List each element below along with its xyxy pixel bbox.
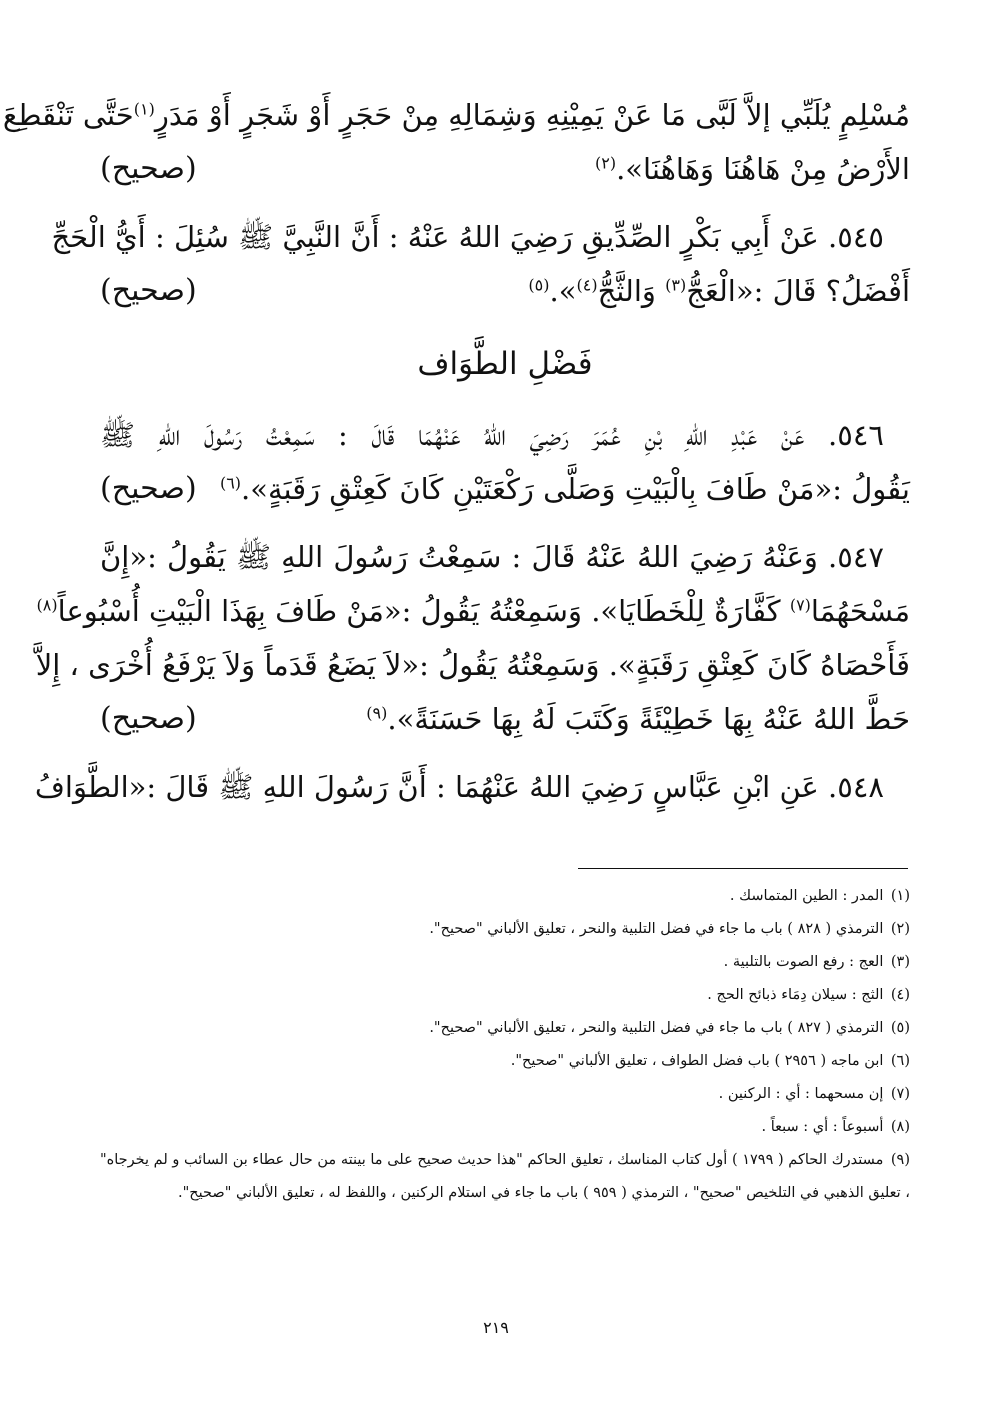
- main-text: [2, 88, 910, 814]
- text-line: [100, 692, 910, 746]
- line-text: ٥٤٦. عَنْ عَبْدِ اللهِ بْنِ عُمَرَ رَضِيَ اللهُ عَنْهُمَا قَالَ : سَمِعْتُ رَسُولَ اللهِ ﷺ: [100, 418, 884, 452]
- text-line: [51, 210, 910, 264]
- text-line: [34, 760, 910, 814]
- footnote-8: [100, 1111, 910, 1144]
- footnotes: [100, 880, 910, 1210]
- footnote-marker[interactable]: (٧): [789, 595, 811, 615]
- text-line: [100, 408, 910, 462]
- footnote-text: ابن ماجه ( ٢٩٥٦ ) باب فضل الطواف ، تعليق الألباني "صحيح".: [510, 1053, 884, 1069]
- section-heading: فَضْلِ الطَّوَاف: [417, 346, 593, 382]
- footnote-4: [100, 979, 910, 1012]
- line-text: ».: [549, 274, 577, 308]
- line-text: وَالثَّجُّ: [597, 274, 666, 308]
- line-text: ٥٤٥. عَنْ أَبِي بَكْرٍ الصِّدِّيقِ رَضِيَ اللهُ عَنْهُ : أَنَّ النَّبِيَّ ﷺ سُئِلَ : أَيُّ الْحَجِّ: [51, 220, 884, 254]
- text-line: [35, 638, 910, 692]
- page-number: ٢١٩: [483, 1318, 509, 1337]
- text-line: [2, 88, 910, 142]
- footnote-marker[interactable]: (٩): [366, 703, 388, 723]
- footnote-text: إن مسحهما : أي : الركنين .: [718, 1086, 884, 1102]
- footnote-marker[interactable]: (٢): [594, 153, 617, 173]
- footnote-text: مستدرك الحاكم ( ١٧٩٩ ) أول كتاب المناسك ، تعليق الحاكم "هذا حديث صحيح على ما بينته من حال عطاء بن السائب و لم يخرجاه" ، تعليق الذهبي في التلخيص "صحيح" ، الترمذي ( ٩٥٩ ) باب ما جاء في استلام الركنين ، واللفظ له ، تعليق الألباني "صحيح".: [100, 1152, 910, 1201]
- grade-label: (صحيح): [100, 151, 197, 186]
- footnote-number: (٤): [890, 987, 910, 1003]
- footnote-separator: [578, 868, 908, 869]
- grade-label: (صحيح): [100, 273, 197, 308]
- line-text: حَتَّى تَنْقَطِعَ: [2, 98, 134, 132]
- footnote-number: (٧): [890, 1086, 910, 1102]
- text-line: [100, 142, 910, 196]
- hadith-548: [34, 760, 910, 814]
- footnote-marker[interactable]: (١): [133, 99, 155, 119]
- text-line: [100, 462, 910, 516]
- footnote-number: (١): [890, 888, 910, 904]
- footnote-5: [100, 1012, 910, 1045]
- line-text: ٥٤٧. وَعَنْهُ رَضِيَ اللهُ عَنْهُ قَالَ : سَمِعْتُ رَسُولَ اللهِ ﷺ يَقُولُ :«إِنَّ: [100, 540, 884, 574]
- line-text: مَسْحَهُمَا: [810, 594, 910, 628]
- footnote-text: الثج : سيلان دِمَاء ذبائح الحج .: [707, 987, 884, 1003]
- footnote-3: [100, 946, 910, 979]
- footnote-number: (٢): [890, 921, 910, 937]
- footnote-9: [100, 1144, 910, 1210]
- footnote-marker[interactable]: (٣): [665, 275, 687, 295]
- footnote-number: (٦): [890, 1053, 910, 1069]
- text-line: [100, 264, 910, 318]
- grade-label: (صحيح): [100, 471, 197, 506]
- line-text: ٥٤٨. عَنِ ابْنِ عَبَّاسٍ رَضِيَ اللهُ عَنْهُمَا : أَنَّ رَسُولَ اللهِ ﷺ قَالَ :«الطَّوَافُ: [34, 770, 884, 804]
- hadith-546: [100, 408, 910, 516]
- line-text: أَفْضَلُ؟ قَالَ :«الْعَجُّ: [686, 274, 910, 308]
- footnote-text: المدر : الطين المتماسك .: [729, 888, 884, 904]
- hadith-545: [51, 210, 910, 318]
- footnote-marker[interactable]: (٦): [219, 473, 242, 493]
- hadith-544: [2, 88, 910, 196]
- footnote-number: (٨): [890, 1119, 910, 1135]
- grade-label: (صحيح): [100, 701, 197, 736]
- hadith-547: [35, 530, 910, 746]
- footnote-number: (٣): [890, 954, 910, 970]
- footnote-text: الترمذي ( ٨٢٨ ) باب ما جاء في فضل التلبية والنحر ، تعليق الألباني "صحيح".: [429, 921, 884, 937]
- footnote-marker[interactable]: (٥): [528, 275, 550, 295]
- footnote-2: [100, 913, 910, 946]
- footnote-1: [100, 880, 910, 913]
- footnote-text: الترمذي ( ٨٢٧ ) باب ما جاء في فضل التلبية والنحر ، تعليق الألباني "صحيح".: [429, 1020, 884, 1036]
- line-text: الأَرْضُ مِنْ هَاهُنَا وَهَاهُنَا».: [616, 152, 910, 186]
- footnote-marker[interactable]: (٤): [576, 275, 598, 295]
- line-text: يَقُولُ :«مَنْ طَافَ بِالْبَيْتِ وَصَلَّى رَكْعَتَيْنِ كَانَ كَعِتْقِ رَقَبَةٍ».: [241, 472, 910, 506]
- text-line: [36, 584, 910, 638]
- line-text: مُسْلِمٍ يُلَبِّي إلاَّ لَبَّى مَا عَنْ يَمِيْنِهِ وَشِمَالِهِ مِنْ حَجَرٍ أَوْ شَجَرٍ أَوْ مَدَرٍ: [154, 98, 910, 132]
- text-line: [100, 530, 910, 584]
- line-text: فَأَحْصَاهُ كَانَ كَعِتْقِ رَقَبَةٍ». وَسَمِعْتُهُ يَقُولُ :«لاَ يَضَعُ قَدَماً وَلاَ يَرْفَعُ أُخْرَى ، إِلاَّ: [35, 648, 910, 682]
- line-text: حَطَّ اللهُ عَنْهُ بِهَا خَطِيْئَةً وَكَتَبَ لَهُ بِهَا حَسَنَةً».: [387, 702, 910, 736]
- footnote-marker[interactable]: (٨): [36, 595, 58, 615]
- footnote-number: (٩): [890, 1152, 911, 1168]
- footnote-6: [100, 1045, 910, 1078]
- footnote-7: [100, 1078, 910, 1111]
- footnote-text: أسبوعاً : أي : سبعاً .: [761, 1119, 884, 1135]
- footnote-number: (٥): [890, 1020, 910, 1036]
- footnote-text: العج : رفع الصوت بالتلبية .: [723, 954, 884, 970]
- line-text: كَفَّارَةٌ لِلْخَطَايَا». وَسَمِعْتُهُ يَقُولُ :«مَنْ طَافَ بِهَذَا الْبَيْتِ أُسْبُوعاً: [57, 594, 790, 628]
